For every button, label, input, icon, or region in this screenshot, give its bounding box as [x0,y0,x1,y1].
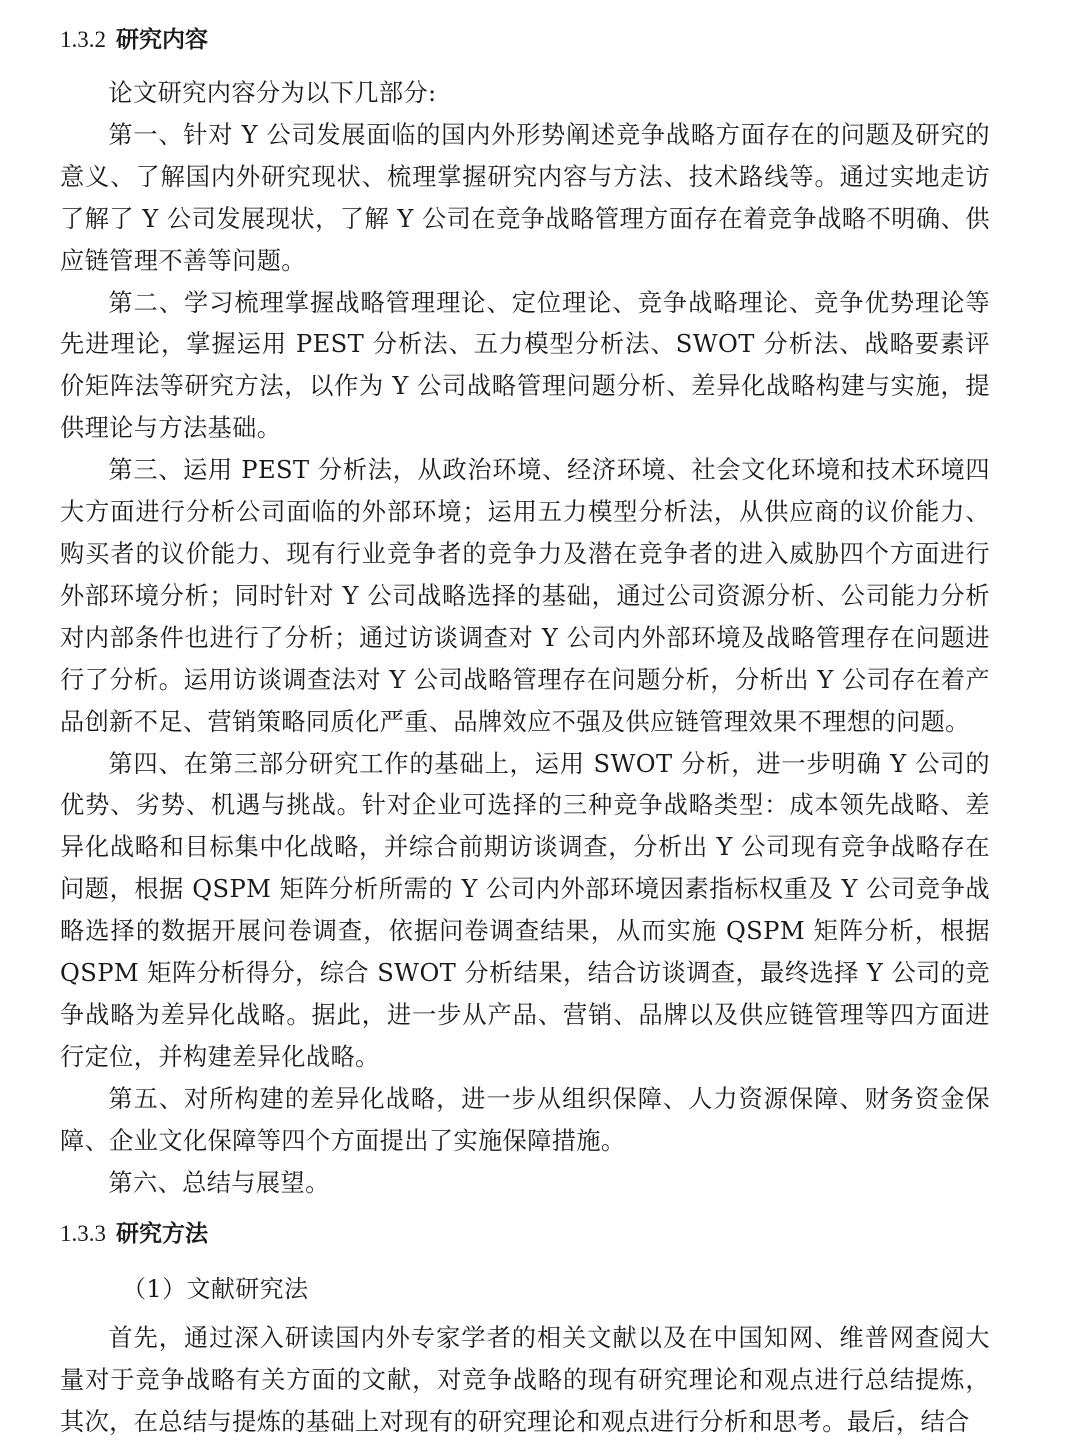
section-heading-1-3-2 [60,24,208,56]
section-title: 研究方法 [116,1221,208,1247]
paragraph-part-6: 第六、总结与展望。 [108,1168,330,1197]
section-title: 研究内容 [116,27,208,53]
section-heading-1-3-3 [60,1218,208,1250]
paragraph-literature-method: 首先，通过深入研读国内外专家学者的相关文献以及在中国知网、维普网查阅大量对于竞争战略有关方面的文献，对竞争战略的现有研究理论和观点进行总结提炼，其次，在总结与提炼的基础上对现有的研究理论和观点进行分析和思考。最后，结合 [60,1324,990,1436]
paragraph-intro: 论文研究内容分为以下几部分: [108,79,437,107]
paragraph-part-1: 第一、针对 Y 公司发展面临的国内外形势阐述竞争战略方面存在的问题及研究的意义、了解国内外研究现状、梳理掌握研究内容与方法、技术路线等。通过实地走访了解了 Y 公司发展现状，了解 Y 公司在竞争战略管理方面存在着竞争战略不明确、供应链管理不善等问题。 [60,120,990,275]
paragraph-part-3: 第三、运用 PEST 分析法，从政治环境、经济环境、社会文化环境和技术环境四大方面进行分析公司面临的外部环境；运用五力模型分析法，从供应商的议价能力、购买者的议价能力、现有行业竞争者的竞争力及潜在竞争者的进入威胁四个方面进行外部环境分析；同时针对 Y 公司战略选择的基础，通过公司资源分析、公司能力分析对内部条件也进行了分析；通过访谈调查对 Y 公司内外部环境及战略管理存在问题进行了分析。运用访谈调查法对 Y 公司战略管理存在问题分析，分析出 Y 公司存在着产品创新不足、营销策略同质化严重、品牌效应不强及供应链管理效果不理想的问题。 [60,456,990,736]
paragraph-part-4: 第四、在第三部分研究工作的基础上，运用 SWOT 分析，进一步明确 Y 公司的优势、劣势、机遇与挑战。针对企业可选择的三种竞争战略类型：成本领先战略、差异化战略和目标集中化战略，并综合前期访谈调查，分析出 Y 公司现有竞争战略存在问题，根据 QSPM 矩阵分析所需的 Y 公司内外部环境因素指标权重及 Y 公司竞争战略选择的数据开展问卷调查，依据问卷调查结果，从而实施 QSPM 矩阵分析，根据 QSPM 矩阵分析得分，综合 SWOT 分析结果，结合访谈调查，最终选择 Y 公司的竞争战略为差异化战略。据此，进一步从产品、营销、品牌以及供应链管理等四方面进行定位，并构建差异化战略。 [60,749,990,1071]
section-number: 1.3.2 [60,27,106,52]
paragraph-part-5: 第五、对所构建的差异化战略，进一步从组织保障、人力资源保障、财务资金保障、企业文化保障等四个方面提出了实施保障措施。 [60,1084,990,1155]
research-content-body [60,73,990,1204]
section-number: 1.3.3 [60,1221,106,1246]
method-subheading-literature: （1）文献研究法 [122,1275,309,1303]
research-method-body [60,1318,990,1444]
paragraph-part-2: 第二、学习梳理掌握战略管理理论、定位理论、竞争战略理论、竞争优势理论等先进理论，掌握运用 PEST 分析法、五力模型分析法、SWOT 分析法、战略要素评价矩阵法等研究方法，以作为 Y 公司战略管理问题分析、差异化战略构建与实施，提供理论与方法基础。 [60,288,990,443]
